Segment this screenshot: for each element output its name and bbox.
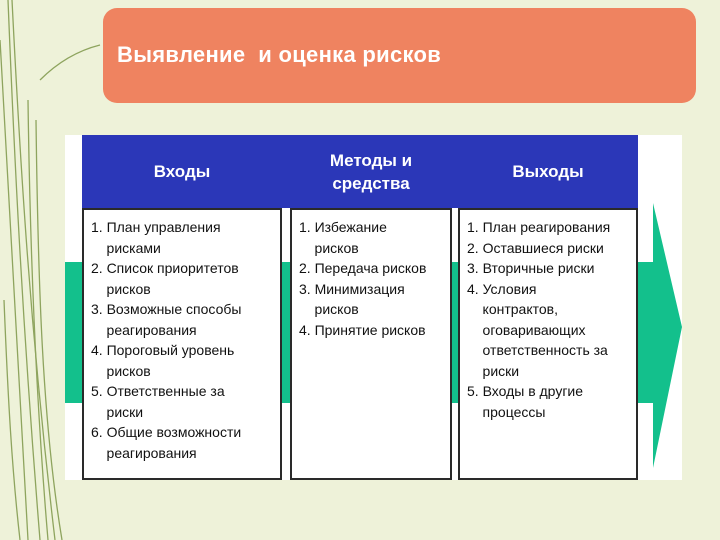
column-header-inputs: Входы xyxy=(82,135,282,208)
column-body-methods xyxy=(290,208,452,480)
list-item: 4. Условия контрактов, оговаривающих ответственность за риски xyxy=(467,280,608,379)
column-body-inputs xyxy=(82,208,282,480)
list-item: 2. Список приоритетов рисков xyxy=(91,260,239,297)
header-separator xyxy=(282,135,290,208)
column-inputs xyxy=(82,135,282,480)
list-item: 4. Принятие рисков xyxy=(299,321,426,338)
risk-process-diagram xyxy=(65,135,682,480)
column-methods xyxy=(290,135,452,480)
list-item: 2. Передача рисков xyxy=(299,260,427,276)
list-item: 5. Ответственные за риски xyxy=(91,383,225,420)
column-outputs xyxy=(458,135,638,480)
list-item: 2. Оставшиеся риски xyxy=(467,239,604,256)
page-title: Выявление и оценка рисков xyxy=(103,8,696,103)
list-item: 1. План управления рисками xyxy=(91,219,221,256)
list-item: 4. Пороговый уровень рисков xyxy=(91,342,235,379)
column-header-outputs: Выходы xyxy=(458,135,638,208)
list-item: 6. Общие возможности реагирования xyxy=(91,424,242,461)
list-item: 3. Минимизация рисков xyxy=(299,280,405,317)
list-item: 3. Возможные способы реагирования xyxy=(91,301,242,338)
list-item: 1. План реагирования xyxy=(467,219,611,235)
list-item: 1. Избежание рисков xyxy=(299,219,387,256)
column-header-methods: Методы и средства xyxy=(290,135,452,208)
column-body-outputs xyxy=(458,208,638,480)
list-item: 5. Входы в другие процессы xyxy=(467,383,584,420)
list-item: 3. Вторичные риски xyxy=(467,260,595,276)
